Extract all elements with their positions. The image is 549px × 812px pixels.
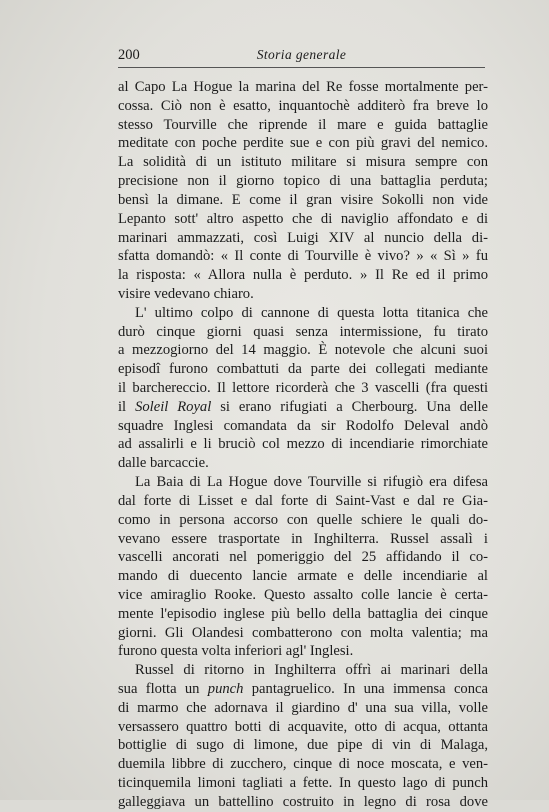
text-line: Russel di ritorno in Inghilterra offrì ai marinari della bbox=[135, 662, 488, 679]
italic-word: Soleil Royal bbox=[135, 398, 212, 415]
text-line: La Baia di La Hogue dove Tourville si rifugiò era difesa bbox=[135, 474, 488, 491]
text-line: sua flotta un punch pantagruelico. In una immensa conca bbox=[118, 681, 488, 697]
text-line: meditate con poche perdite sue e con più gravi del nemico. bbox=[118, 135, 488, 152]
text-line: il barchereccio. Il lettore ricorderà che 3 vascelli (fra questi bbox=[118, 380, 488, 396]
text-line: il Soleil Royal si erano rifugiati a Cherbourg. Una delle bbox=[118, 398, 488, 415]
text-line: cossa. Ciò non è esatto, inquantochè additerò fra breve lo bbox=[118, 97, 488, 114]
text-line: vascelli ancorati nel pomeriggio del 25 affidando il co- bbox=[118, 549, 488, 566]
text-line: di marmo che adornava il giardino d' una sua villa, volle bbox=[118, 699, 488, 716]
text-line: squadre Inglesi comandata da sir Rodolfo Deleval andò bbox=[118, 417, 488, 434]
paragraph bbox=[118, 78, 488, 304]
text-line: La solidità di un istituto militare si misura sempre con bbox=[118, 154, 488, 171]
text-line: mando di duecento lancie armate e delle incendiarie al bbox=[118, 568, 488, 585]
text-line: stesso Tourville che riprende il mare e guida battaglie bbox=[118, 116, 488, 133]
text-line: sfatta domandò: « Il conte di Tourville è vivo? » « Sì » fu bbox=[118, 248, 488, 265]
text-line: visire vedevano chiaro. bbox=[118, 285, 254, 302]
italic-word: punch bbox=[207, 681, 244, 697]
text-line: versassero quattro botti di acquavite, otto di acqua, ottanta bbox=[118, 718, 488, 735]
text-line: giorni. Gli Olandesi combatterono con molta valentia; ma bbox=[118, 624, 488, 641]
text-line: bensì la dimane. E come il gran visire Sokolli non vide bbox=[118, 191, 488, 208]
text-line: vevano essere trasportate in Inghilterra. Russel assalì i bbox=[118, 530, 488, 547]
text-line: a mezzogiorno del 14 maggio. È notevole che alcuni suoi bbox=[118, 342, 488, 359]
text-line: al Capo La Hogue la marina del Re fosse mortalmente per- bbox=[118, 79, 488, 95]
text-line: Lepanto sott' altro aspetto che di naviglio affondato e di bbox=[118, 210, 488, 227]
text-line: ad assalirli e li bruciò col mezzo di incendiarie rimorchiate bbox=[118, 436, 488, 453]
text-line: precisione non il giorno topico di una battaglia perduta; bbox=[118, 173, 488, 190]
text-line: furono questa volta inferiori agl' Inglesi. bbox=[118, 643, 354, 660]
text-line: ticinquemila limoni tagliati a fette. In questo lago di punch bbox=[118, 775, 488, 792]
text-line: bottiglie di sugo di limone, due pipe di vin di Malaga, bbox=[118, 737, 488, 754]
text-line: galleggiava un battellino costruito in legno di rosa dove bbox=[118, 793, 488, 810]
text-line: marinari ammazzati, così Luigi XIV al nuncio della di- bbox=[118, 229, 488, 246]
page-header bbox=[118, 47, 485, 68]
text-line: episodî furono combattuti da parte dei collegati mediante bbox=[118, 361, 488, 378]
text-line: L' ultimo colpo di cannone di questa lotta titanica che bbox=[135, 304, 488, 321]
text-line: vice amiraglio Rooke. Questo assalto colle lancie è certa- bbox=[118, 586, 488, 603]
body-text bbox=[118, 78, 488, 812]
text-line: como in persona accorso con quelle schiere le quali do- bbox=[118, 511, 488, 528]
paragraph bbox=[118, 661, 488, 812]
running-title: Storia generale bbox=[256, 47, 347, 62]
text-line: duemila libbre di zucchero, cinque di noce moscata, e ven- bbox=[118, 756, 488, 773]
paragraph bbox=[118, 473, 488, 661]
page-number: 200 bbox=[118, 47, 140, 63]
text-line: la risposta: « Allora nulla è perduto. » Il Re ed il primo bbox=[118, 267, 488, 284]
text-line: durò cinque giorni quasi senza intermissione, fu tirato bbox=[118, 323, 488, 340]
paragraph bbox=[118, 304, 488, 473]
text-line: dalle barcaccie. bbox=[118, 455, 209, 472]
text-line: mente l'episodio inglese più bello della battaglia dei cinque bbox=[118, 605, 488, 622]
text-line: dal forte di Lisset e dal forte di Saint-Vast e dal re Gia- bbox=[118, 492, 488, 509]
